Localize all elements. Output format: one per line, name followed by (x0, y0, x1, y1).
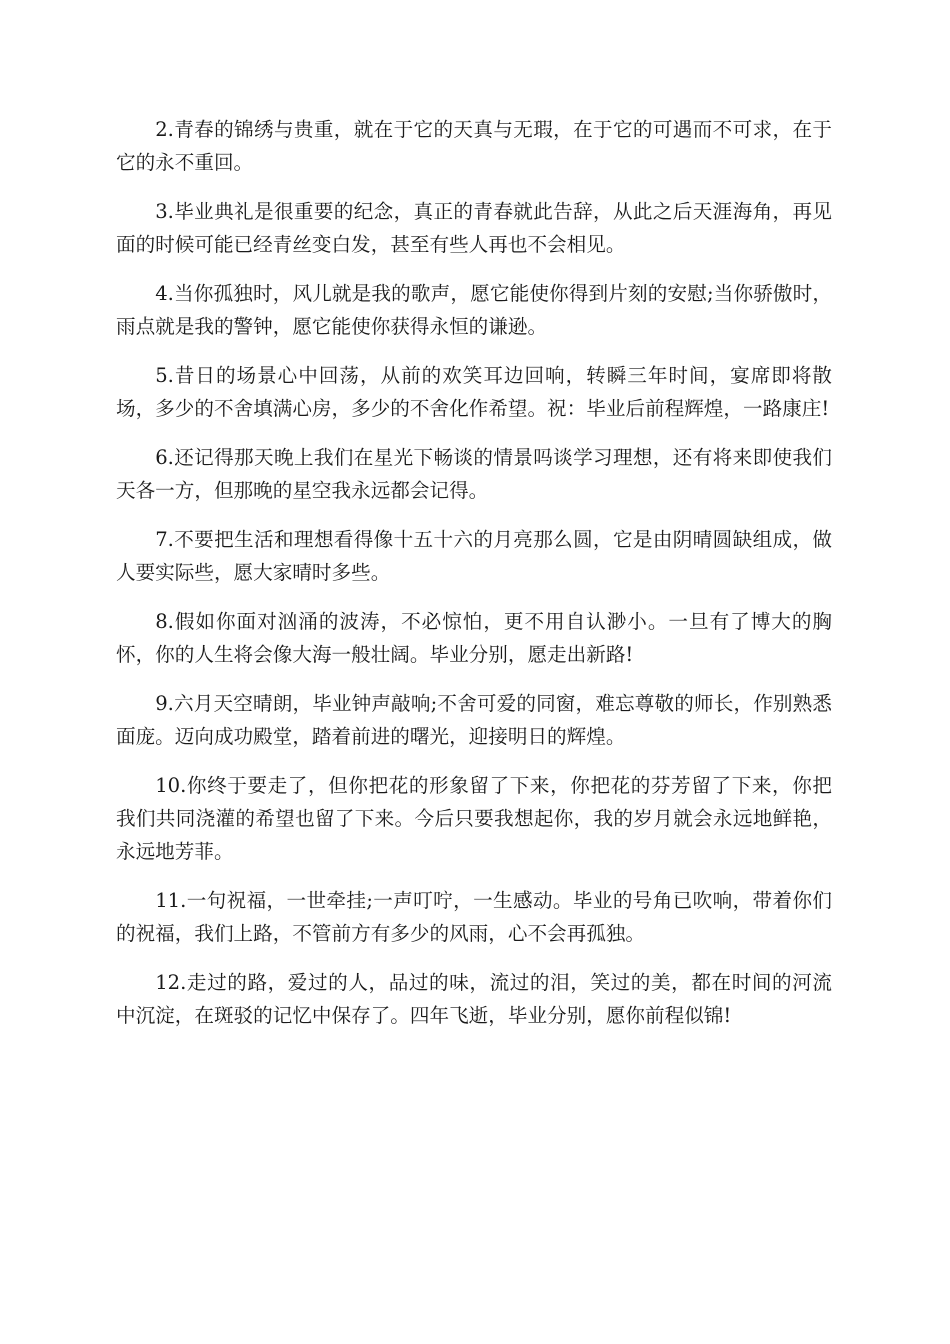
paragraph-3: 3.毕业典礼是很重要的纪念，真正的青春就此告辞，从此之后天涯海角，再见面的时候可能已经青丝变白发，甚至有些人再也不会相见。 (116, 200, 832, 256)
paragraph-11: 11.一句祝福，一世牵挂;一声叮咛，一生感动。毕业的号角已吹响，带着你们的祝福，我们上路，不管前方有多少的风雨，心不会再孤独。 (116, 889, 832, 945)
document-body (116, 113, 832, 1048)
paragraph-12: 12.走过的路，爱过的人，品过的味，流过的泪，笑过的美，都在时间的河流中沉淀，在斑驳的记忆中保存了。四年飞逝，毕业分别，愿你前程似锦! (116, 971, 832, 1027)
paragraph-8: 8.假如你面对汹涌的波涛，不必惊怕，更不用自认渺小。一旦有了博大的胸怀，你的人生将会像大海一般壮阔。毕业分别，愿走出新路! (116, 610, 832, 666)
paragraph-5: 5.昔日的场景心中回荡，从前的欢笑耳边回响，转瞬三年时间，宴席即将散场，多少的不舍填满心房，多少的不舍化作希望。祝：毕业后前程辉煌，一路康庄! (116, 364, 832, 420)
paragraph-4: 4.当你孤独时，风儿就是我的歌声，愿它能使你得到片刻的安慰;当你骄傲时，雨点就是我的警钟，愿它能使你获得永恒的谦逊。 (116, 282, 832, 338)
paragraph-10: 10.你终于要走了，但你把花的形象留了下来，你把花的芬芳留了下来，你把我们共同浇灌的希望也留了下来。今后只要我想起你，我的岁月就会永远地鲜艳，永远地芳菲。 (116, 774, 832, 863)
paragraph-2: 2.青春的锦绣与贵重，就在于它的天真与无瑕，在于它的可遇而不可求，在于它的永不重回。 (116, 118, 832, 174)
paragraph-6: 6.还记得那天晚上我们在星光下畅谈的情景吗谈学习理想，还有将来即使我们天各一方，但那晚的星空我永远都会记得。 (116, 446, 832, 502)
paragraph-9: 9.六月天空晴朗，毕业钟声敲响;不舍可爱的同窗，难忘尊敬的师长，作别熟悉面庞。迈向成功殿堂，踏着前进的曙光，迎接明日的辉煌。 (116, 692, 832, 748)
paragraph-7: 7.不要把生活和理想看得像十五十六的月亮那么圆，它是由阴晴圆缺组成，做人要实际些，愿大家晴时多些。 (116, 528, 832, 584)
